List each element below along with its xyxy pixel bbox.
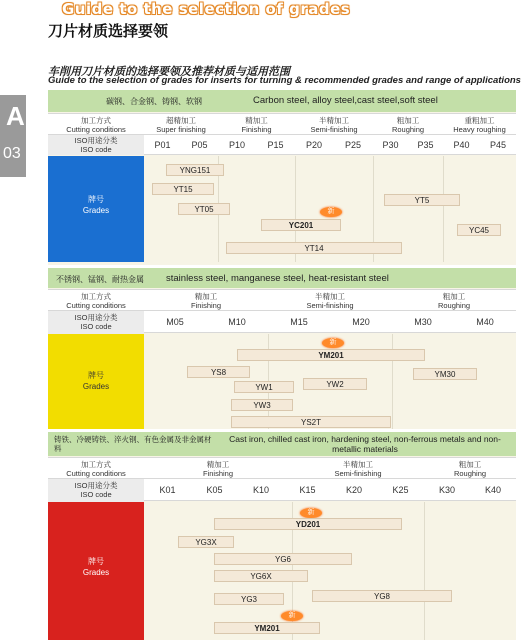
iso-code: P40 [453,140,470,150]
grade-bar-ym30: YM30 [413,368,477,380]
iso-row [48,479,516,501]
new-badge: 新 [320,207,342,217]
chapter-tab [0,95,26,177]
header-title-en: Guide to the selection of grades [62,0,351,18]
iso-row [48,135,516,155]
section-title-en: Guide to the selection of grades for inserts for turning & recommended grades and range of applications [48,75,521,86]
grade-bar-ys8: YS8 [187,366,250,378]
cond-col: 粗加工 Roughing [437,292,471,310]
iso-code: K01 [159,485,176,495]
iso-code: P45 [489,140,506,150]
iso-code: K40 [484,485,501,495]
iso-code: P05 [191,140,208,150]
cond-col: 粗加工 Roughing [453,460,487,478]
material-cn: 铸铁、冷硬铸铁、淬火钢、有色金属及非金属材料 [54,435,212,453]
cond-col: 超精加工 Super finishing [156,116,206,134]
header-title-cn: 刀片材质选择要领 [48,22,169,40]
chapter-letter: A [6,101,25,131]
grade-bar-yt14: YT14 [226,242,402,254]
iso-code: P30 [382,140,399,150]
iso-code: M15 [290,317,308,327]
cond-label: 加工方式 Cutting conditions [66,292,126,310]
material-band [48,90,516,112]
iso-row [48,311,516,333]
cond-col: 粗加工 Roughing [391,116,425,134]
cond-label: 加工方式 Cutting conditions [66,460,126,478]
cond-col: 半精加工 Semi-finishing [306,292,354,310]
iso-code: K10 [252,485,269,495]
iso-code: K05 [206,485,223,495]
cond-col: 半精加工 Semi-finishing [334,460,382,478]
iso-code: P10 [228,140,245,150]
material-en: Cast iron, chilled cast iron, hardening steel, non-ferrous metals and non-metallic materials [229,434,501,454]
cond-col: 重粗加工 Heavy roughing [453,116,506,134]
grade-bar-ym201: YM201 [214,622,320,634]
grade-bar-yg3x: YG3X [178,536,234,548]
iso-code: P01 [154,140,171,150]
grade-bar-yc45: YC45 [457,224,501,236]
grade-bar-ys2t: YS2T [231,416,391,428]
material-en: stainless steel, manganese steel, heat-resistant steel [166,273,389,284]
cond-col: 半精加工 Semi-finishing [310,116,358,134]
grade-table-m [48,268,516,429]
grades-label: 牌号 Grades [48,334,144,429]
grade-bar-yw2: YW2 [303,378,367,390]
chapter-number: 03 [3,145,21,162]
grade-bar-ym201: YM201 [237,349,425,361]
grade-bar-yw1: YW1 [234,381,294,393]
grade-bar-yt05: YT05 [178,203,230,215]
grade-bar-yt15: YT15 [152,183,214,195]
new-badge: 新 [300,508,322,518]
grade-table-p [48,90,516,265]
grades-label: 牌号 Grades [48,502,144,640]
material-cn: 碳钢、合金钢、铸钢、软钢 [106,97,202,106]
iso-code: M40 [476,317,494,327]
iso-code: M30 [414,317,432,327]
grade-bar-yg6: YG6 [214,553,352,565]
grade-bar-yt5: YT5 [384,194,460,206]
grade-bar-yd201: YD201 [214,518,402,530]
iso-code: P20 [305,140,322,150]
iso-code: K20 [345,485,362,495]
iso-code: P35 [417,140,434,150]
grade-bar-yg6x: YG6X [214,570,308,582]
section-title-cn: 车削用刀片材质的选择要领及推荐材质与适用范围 [48,66,290,78]
iso-code: M10 [228,317,246,327]
grade-bar-yc201: YC201 [261,219,341,231]
iso-label: ISO用途分类 ISO code [48,135,144,155]
iso-code: P25 [344,140,361,150]
material-cn: 不锈钢、锰钢、耐热金属 [56,275,144,284]
conditions-row [48,289,516,311]
grade-bar-yw3: YW3 [231,399,293,411]
cond-col: 精加工 Finishing [202,460,233,478]
cond-label: 加工方式 Cutting conditions [66,116,126,134]
new-badge: 新 [281,611,303,621]
material-en: Carbon steel, alloy steel,cast steel,soft steel [253,95,438,106]
iso-label: ISO用途分类 ISO code [48,311,144,334]
cond-col: 精加工 Finishing [190,292,221,310]
grade-table-k [48,432,516,640]
iso-code: M05 [166,317,184,327]
grade-bar-yg8: YG8 [312,590,452,602]
conditions-row [48,113,516,135]
grade-bar-yng151: YNG151 [166,164,224,176]
iso-code: M20 [352,317,370,327]
iso-code: K25 [392,485,409,495]
iso-code: K15 [299,485,316,495]
material-band [48,268,516,288]
new-badge: 新 [322,338,344,348]
material-band [48,432,516,456]
cond-col: 精加工 Finishing [241,116,272,134]
grade-bar-yg3: YG3 [214,593,284,605]
iso-code: K30 [438,485,455,495]
grades-label: 牌号 Grades [48,156,144,262]
conditions-row [48,457,516,479]
iso-code: P15 [267,140,284,150]
iso-label: ISO用途分类 ISO code [48,479,144,502]
